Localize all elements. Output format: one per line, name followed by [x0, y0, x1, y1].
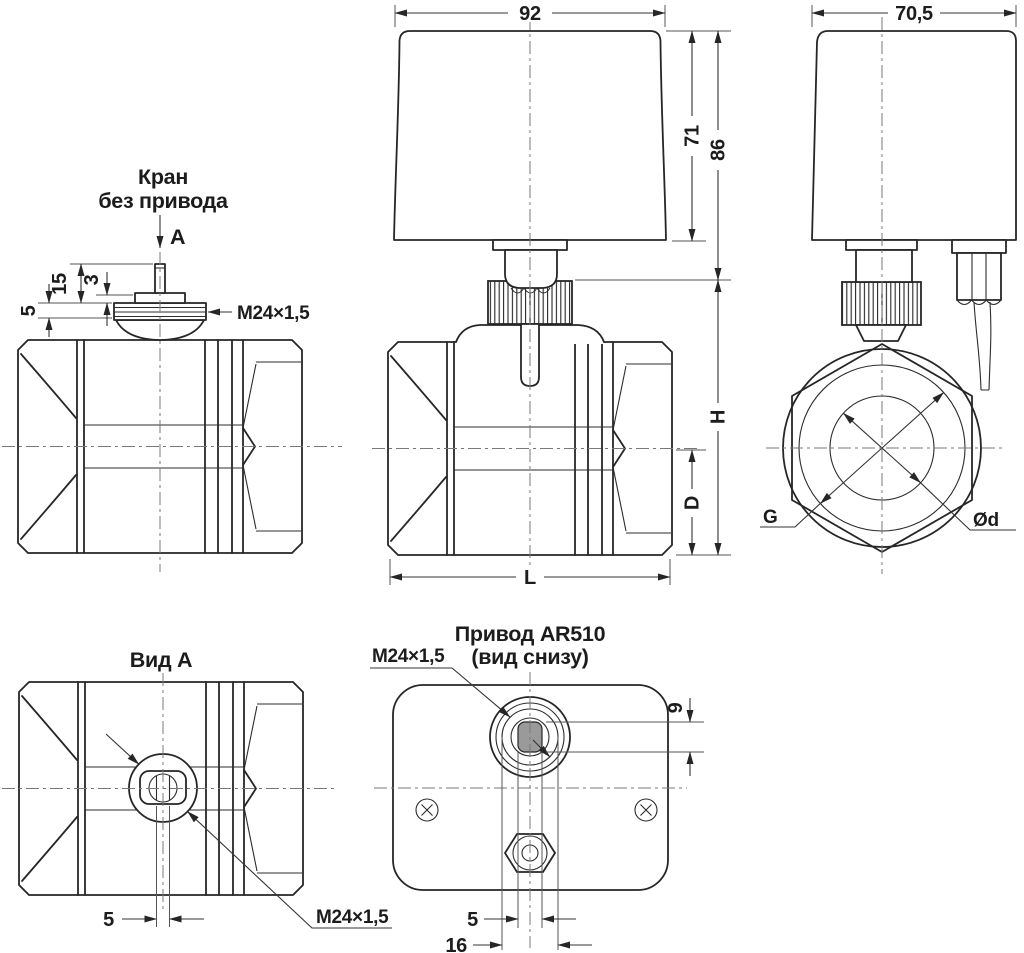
dim-86: 86 — [707, 139, 730, 161]
dim-71: 71 — [681, 125, 704, 147]
dim-3: 3 — [81, 274, 103, 286]
actuator-housing — [394, 31, 666, 240]
valve-title-line2: без привода — [98, 189, 228, 213]
dim-70-5: 70,5 — [895, 3, 933, 25]
assembly-front-view — [372, 3, 731, 589]
valve-title-line1: Кран — [138, 165, 188, 189]
dim-H: H — [707, 409, 730, 425]
section-arrow-label: А — [170, 225, 186, 249]
thread-label-G: G — [763, 507, 778, 528]
dim-15: 15 — [49, 273, 71, 295]
actuator-title-line2: (вид снизу) — [471, 645, 589, 669]
view-a-title: Вид А — [129, 648, 193, 672]
cable-gland — [952, 240, 1006, 390]
thread-callout-m24: M24×1,5 — [237, 303, 310, 324]
dim-L: L — [524, 567, 536, 589]
dim-D: D — [681, 495, 704, 511]
bore-label-od: Ød — [973, 510, 999, 531]
thread-callout-m24: M24×1,5 — [372, 646, 445, 667]
valve-front-view — [2, 165, 342, 572]
dim-5-slot-width: 5 — [467, 909, 478, 931]
actuator-title-line1: Привод AR510 — [454, 622, 606, 646]
actuator-bottom-view — [370, 622, 704, 953]
dim-9: 9 — [665, 702, 687, 714]
thread-callout-m24: M24×1,5 — [316, 907, 389, 928]
dim-5-collar: 5 — [18, 305, 40, 317]
view-a — [2, 648, 392, 931]
dim-92: 92 — [519, 3, 541, 25]
dim-5-slot: 5 — [103, 909, 114, 931]
actuator-housing-side — [812, 31, 1016, 240]
cable — [974, 302, 991, 390]
dim-16: 16 — [445, 935, 467, 953]
assembly-side-view — [760, 3, 1016, 574]
